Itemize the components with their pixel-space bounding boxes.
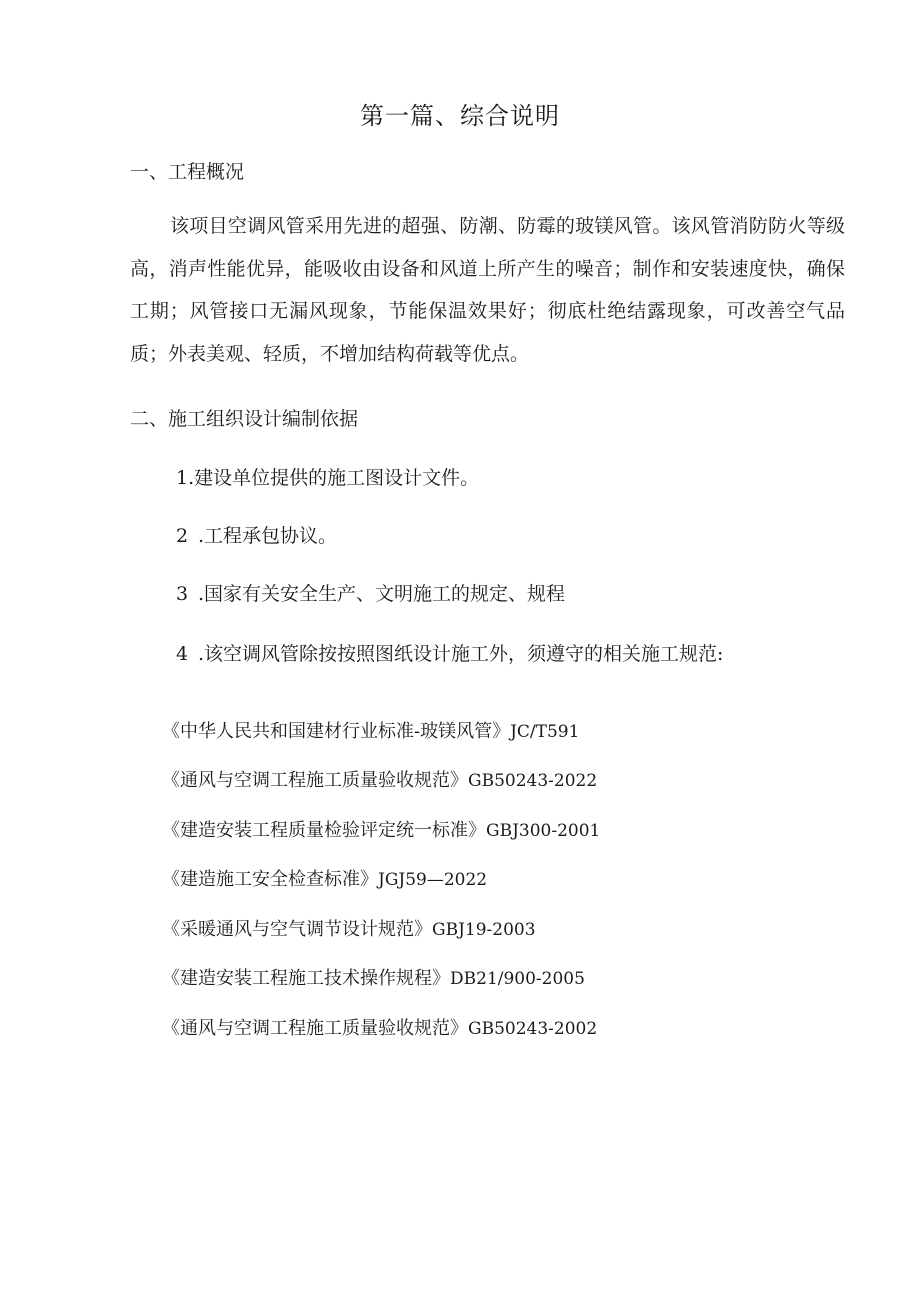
- standard-name: 《采暖通风与空气调节设计规范》: [162, 919, 432, 940]
- standard-name: 《通风与空调工程施工质量验收规范》: [162, 770, 468, 791]
- section-heading-overview: 一、工程概况: [130, 161, 245, 183]
- basis-item-number: 4: [176, 643, 189, 665]
- basis-item: [176, 640, 723, 668]
- standard-name: 《通风与空调工程施工质量验收规范》: [162, 1018, 468, 1039]
- standard-code: GBJ300-2001: [486, 821, 601, 841]
- standard-entry: [162, 719, 579, 745]
- basis-item-number: 3: [176, 583, 189, 605]
- basis-item-text: .国家有关安全生产、文明施工的规定、规程: [198, 583, 566, 605]
- basis-item-text: .建设单位提供的施工图设计文件。: [188, 467, 480, 489]
- standard-name: 《建造安装工程施工技术操作规程》: [162, 968, 450, 989]
- standard-entry: [162, 818, 600, 844]
- section-heading-basis: 二、施工组织设计编制依据: [130, 408, 359, 430]
- overview-paragraph: 该项目空调风管采用先进的超强、防潮、防霉的玻镁风管。该风管消防防火等级高，消声性能优异，能吸收由设备和风道上所产生的噪音；制作和安装速度快，确保工期；风管接口无漏风现象，节能保温效果好；彻底杜绝结露现象，可改善空气品质；外表美观、轻质，不增加结构荷载等优点。: [130, 215, 845, 365]
- standard-entry: [162, 768, 597, 794]
- basis-item-text: .工程承包协议。: [198, 525, 338, 547]
- basis-item: [176, 580, 565, 608]
- standard-code: GBJ19-2003: [432, 920, 536, 940]
- basis-item-text: .该空调风管除按按照图纸设计施工外，须遵守的相关施工规范:: [198, 643, 724, 665]
- standard-code: JC/T591: [510, 722, 580, 742]
- standard-code: DB21/900-2005: [450, 969, 585, 989]
- standard-code: JGJ59—2022: [378, 870, 488, 890]
- standard-code: GB50243-2022: [468, 771, 598, 791]
- basis-item-number: 1: [176, 467, 189, 489]
- standard-name: 《建造施工安全检查标准》: [162, 869, 378, 890]
- standard-entry: [162, 966, 585, 992]
- basis-item: [176, 464, 479, 492]
- standard-code: GB50243-2002: [468, 1019, 598, 1039]
- standard-entry: [162, 917, 536, 943]
- document-title: 第一篇、综合说明: [360, 102, 560, 130]
- standard-name: 《中华人民共和国建材行业标准-玻镁风管》: [162, 721, 511, 742]
- basis-item: [176, 522, 337, 550]
- standard-entry: [162, 1016, 597, 1042]
- standard-entry: [162, 867, 487, 893]
- basis-item-number: 2: [176, 525, 189, 547]
- standard-name: 《建造安装工程质量检验评定统一标准》: [162, 820, 486, 841]
